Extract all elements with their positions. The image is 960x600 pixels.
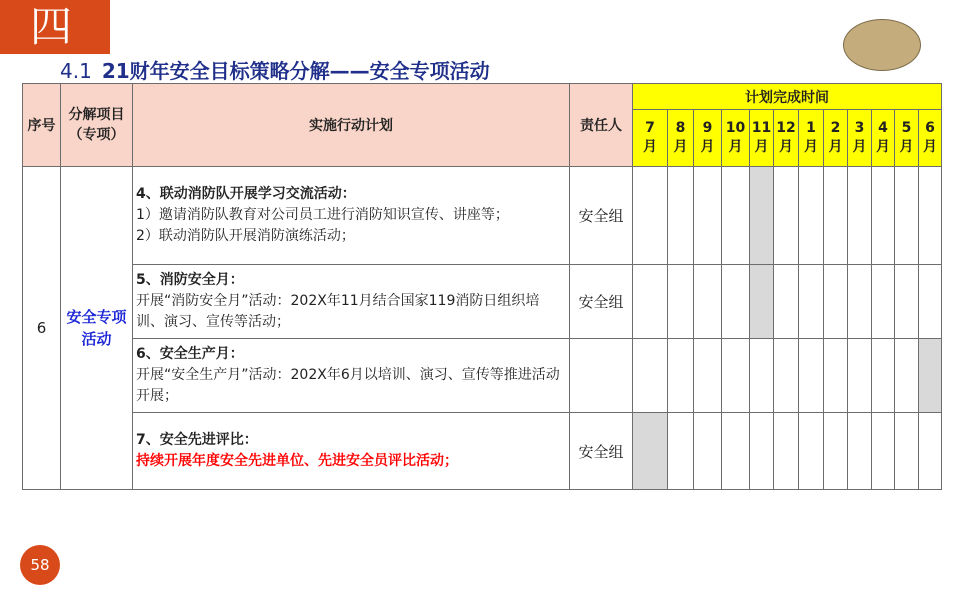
- header-plan: 实施行动计划: [133, 84, 570, 167]
- task-line: 开展“消防安全月”活动：202X年11月结合国家119消防日组织培训、演习、宣传等活动；: [136, 293, 540, 330]
- task-heading: 7、安全先进评比：: [136, 432, 258, 448]
- owner-cell: [570, 339, 633, 413]
- table-row: [23, 413, 942, 490]
- month-unit: 月: [852, 139, 867, 155]
- page-title: [60, 55, 490, 81]
- month-header: [668, 110, 694, 167]
- task-cell: [133, 265, 570, 339]
- month-number: 12: [776, 120, 796, 136]
- schedule-cell: [895, 265, 919, 339]
- month-number: 3: [854, 120, 865, 136]
- schedule-cell: [668, 167, 694, 265]
- schedule-cell: [694, 413, 722, 490]
- schedule-cell: [848, 413, 872, 490]
- task-heading: 5、消防安全月：: [136, 272, 244, 288]
- month-header: [694, 110, 722, 167]
- schedule-cell: [919, 413, 942, 490]
- schedule-cell-planned: [633, 413, 668, 490]
- month-number: 1: [806, 120, 816, 136]
- month-number: 10: [725, 120, 746, 136]
- month-header: [633, 110, 668, 167]
- task-line: 1）邀请消防队教育对公司员工进行消防知识宣传、讲座等；: [136, 207, 509, 223]
- schedule-cell: [799, 265, 824, 339]
- month-unit: 月: [700, 139, 715, 155]
- schedule-cell: [750, 339, 774, 413]
- month-header: [848, 110, 872, 167]
- schedule-cell: [824, 413, 848, 490]
- schedule-cell: [799, 413, 824, 490]
- month-number: 2: [830, 120, 841, 136]
- plan-table: [22, 83, 942, 490]
- schedule-cell: [872, 339, 895, 413]
- month-number: 7: [645, 120, 655, 136]
- month-number: 8: [675, 120, 686, 136]
- schedule-cell: [633, 167, 668, 265]
- schedule-cell: [774, 167, 799, 265]
- month-unit: 月: [643, 139, 657, 155]
- section-badge-text: 四: [30, 2, 73, 51]
- month-number: 11: [751, 120, 772, 136]
- schedule-cell: [694, 167, 722, 265]
- task-heading: 6、安全生产月：: [136, 346, 244, 362]
- owner-cell: 安全组: [570, 167, 633, 265]
- month-unit: 月: [804, 139, 818, 155]
- month-number: 6: [925, 120, 935, 136]
- table-row: [23, 265, 942, 339]
- table-row: [23, 167, 942, 265]
- schedule-cell: [919, 265, 942, 339]
- schedule-cell: [799, 339, 824, 413]
- schedule-cell: [774, 413, 799, 490]
- task-line: 开展“安全生产月”活动：202X年6月以培训、演习、宣传等推进活动开展；: [136, 367, 560, 404]
- schedule-cell: [848, 167, 872, 265]
- month-header: [750, 110, 774, 167]
- month-unit: 月: [673, 139, 688, 155]
- schedule-cell: [633, 265, 668, 339]
- title-number: 4.1: [60, 59, 92, 83]
- schedule-cell: [633, 339, 668, 413]
- schedule-cell: [722, 167, 750, 265]
- title-text: 21财年安全目标策略分解——安全专项活动: [101, 59, 490, 83]
- month-unit: 月: [828, 139, 843, 155]
- task-heading: 4、联动消防队开展学习交流活动：: [136, 186, 356, 202]
- task-cell: [133, 167, 570, 265]
- schedule-cell: [750, 413, 774, 490]
- task-cell: [133, 339, 570, 413]
- schedule-cell: [668, 265, 694, 339]
- schedule-cell: [824, 167, 848, 265]
- schedule-cell: [722, 265, 750, 339]
- schedule-cell-planned: [750, 167, 774, 265]
- month-unit: 月: [876, 139, 890, 155]
- schedule-cell-planned: [919, 339, 942, 413]
- header-seq: 序号: [23, 84, 61, 167]
- month-header: [722, 110, 750, 167]
- schedule-cell: [824, 339, 848, 413]
- owner-cell: 安全组: [570, 265, 633, 339]
- decorative-oval: [843, 19, 921, 71]
- schedule-cell: [722, 339, 750, 413]
- month-header: [799, 110, 824, 167]
- schedule-cell: [895, 413, 919, 490]
- schedule-cell: [799, 167, 824, 265]
- month-number: 4: [878, 120, 888, 136]
- month-header: [774, 110, 799, 167]
- row-seq: 6: [23, 167, 61, 490]
- schedule-cell: [919, 167, 942, 265]
- month-unit: 月: [779, 139, 793, 155]
- schedule-cell: [668, 339, 694, 413]
- schedule-cell: [872, 167, 895, 265]
- month-header: [895, 110, 919, 167]
- month-header: [919, 110, 942, 167]
- schedule-cell: [774, 265, 799, 339]
- month-unit: 月: [899, 139, 914, 155]
- schedule-cell: [872, 413, 895, 490]
- month-header: [872, 110, 895, 167]
- schedule-cell: [722, 413, 750, 490]
- schedule-cell: [895, 339, 919, 413]
- schedule-cell: [694, 339, 722, 413]
- schedule-cell: [694, 265, 722, 339]
- row-category: 安全专项 活动: [61, 167, 133, 490]
- task-line: 2）联动消防队开展消防演练活动；: [136, 228, 355, 244]
- month-number: 5: [901, 120, 912, 136]
- header-schedule: 计划完成时间: [633, 84, 942, 110]
- schedule-cell: [848, 265, 872, 339]
- month-unit: 月: [923, 139, 937, 155]
- section-badge: [0, 0, 110, 54]
- month-unit: 月: [728, 139, 743, 155]
- schedule-cell: [668, 413, 694, 490]
- header-item: 分解项目 （专项）: [61, 84, 133, 167]
- schedule-cell: [824, 265, 848, 339]
- table-row: [23, 339, 942, 413]
- task-cell: [133, 413, 570, 490]
- month-number: 9: [702, 120, 713, 136]
- schedule-cell: [895, 167, 919, 265]
- schedule-cell: [774, 339, 799, 413]
- schedule-cell: [872, 265, 895, 339]
- schedule-cell: [848, 339, 872, 413]
- schedule-cell-planned: [750, 265, 774, 339]
- month-unit: 月: [754, 139, 769, 155]
- page-number: 58: [20, 545, 60, 585]
- header-owner: 责任人: [570, 84, 633, 167]
- month-header: [824, 110, 848, 167]
- task-highlight-text: 持续开展年度安全先进单位、先进安全员评比活动；: [136, 453, 458, 469]
- owner-cell: 安全组: [570, 413, 633, 490]
